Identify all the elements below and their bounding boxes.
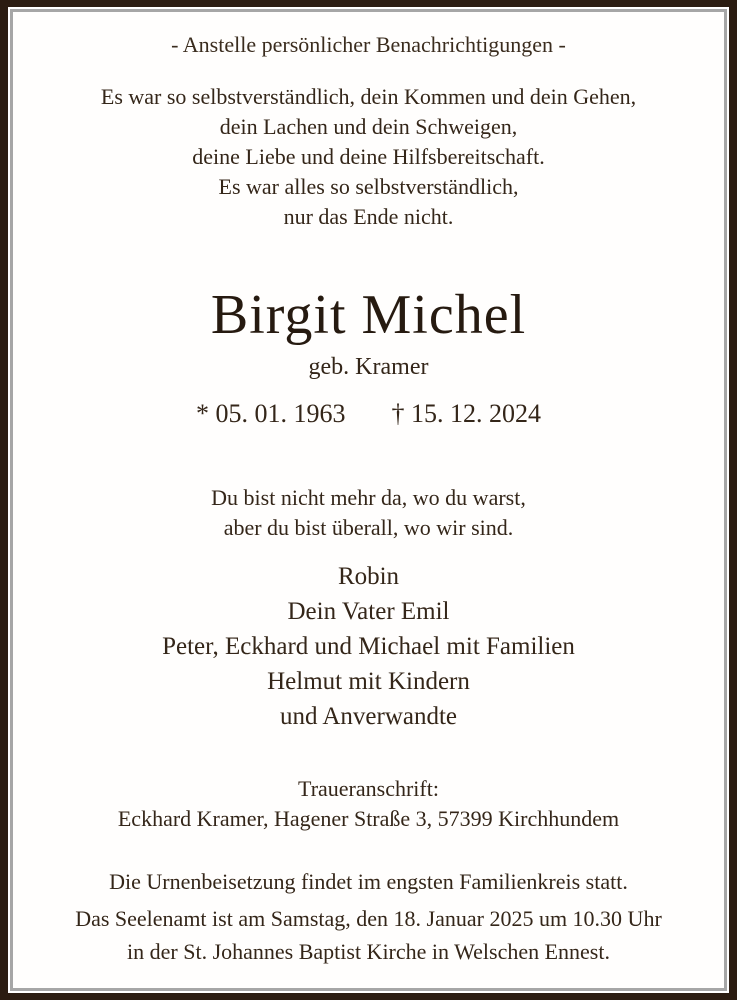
mourning-address-block xyxy=(13,774,724,834)
mourning-address-label: Traueranschrift: xyxy=(298,776,439,801)
mourner-line: Dein Vater Emil xyxy=(287,598,450,625)
birth-date: * 05. 01. 1963 xyxy=(196,399,346,428)
farewell-quote xyxy=(13,483,724,543)
obituary-card xyxy=(10,9,727,991)
poem-line: nur das Ende nicht. xyxy=(283,204,454,229)
mourner-line: und Anverwandte xyxy=(279,703,458,730)
quote-line: aber du bist überall, wo wir sind. xyxy=(223,515,514,540)
life-dates xyxy=(13,397,724,431)
burial-note: Die Urnenbeisetzung findet im engsten Familienkreis statt. xyxy=(109,869,628,894)
deceased-name: Birgit Michel xyxy=(210,284,527,346)
service-line: Das Seelenamt ist am Samstag, den 18. Januar 2025 um 10.30 Uhr xyxy=(75,906,662,931)
notice-header: - Anstelle persönlicher Benachrichtigungen - xyxy=(171,32,566,57)
mourners-list xyxy=(13,559,724,734)
poem-line: deine Liebe und deine Hilfsbereitschaft. xyxy=(192,144,545,169)
obituary-frame-gap xyxy=(8,7,729,993)
poem-line: dein Lachen und dein Schweigen, xyxy=(219,114,518,139)
mourner-line: Peter, Eckhard und Michael mit Familien xyxy=(162,633,575,660)
memorial-poem xyxy=(13,82,724,232)
service-line: in der St. Johannes Baptist Kirche in Welschen Ennest. xyxy=(127,939,610,964)
poem-line: Es war alles so selbstverständlich, xyxy=(218,174,519,199)
service-info xyxy=(13,902,724,968)
maiden-name: geb. Kramer xyxy=(308,354,429,380)
quote-line: Du bist nicht mehr da, wo du warst, xyxy=(211,485,526,510)
mourner-line: Helmut mit Kindern xyxy=(267,668,470,695)
death-date: † 15. 12. 2024 xyxy=(391,399,541,428)
poem-line: Es war so selbstverständlich, dein Kommen und dein Gehen, xyxy=(100,84,637,109)
mourning-address: Eckhard Kramer, Hagener Straße 3, 57399 Kirchhundem xyxy=(117,806,620,831)
mourner-line: Robin xyxy=(337,563,400,590)
